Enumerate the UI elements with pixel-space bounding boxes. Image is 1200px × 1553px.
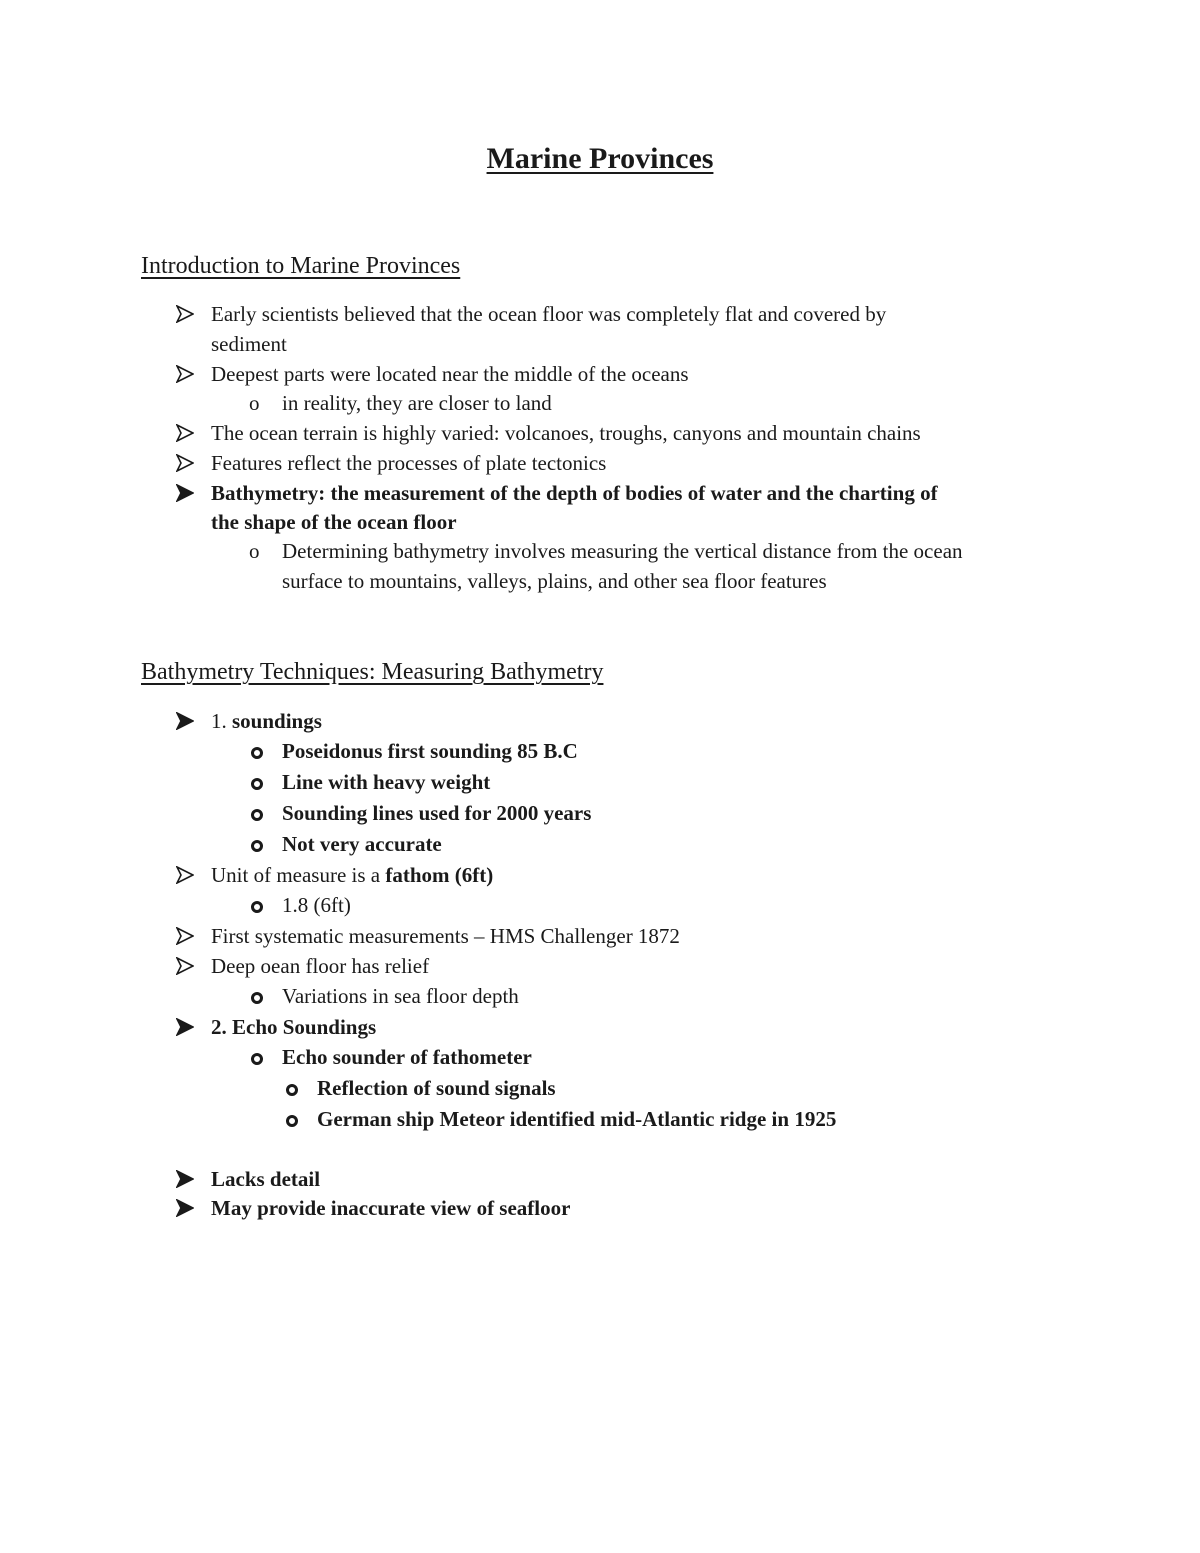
arrowhead-bullet-icon [176,418,198,448]
section-heading-bathymetry-techniques: Bathymetry Techniques: Measuring Bathymetry [141,659,604,685]
sub-list-item: 1.8 (6ft) [282,893,351,917]
sub-bullet-marker: o [249,391,260,415]
ring-bullet-icon [249,1042,265,1072]
sub-sub-list-item: German ship Meteor identified mid-Atlantic ridge in 1925 [317,1107,837,1131]
sub-sub-list-item: Reflection of sound signals [317,1076,556,1100]
ring-bullet-icon [249,890,265,920]
list-item-bold: May provide inaccurate view of seafloor [211,1196,571,1220]
list-item-continuation: sediment [211,332,287,356]
arrowhead-bullet-icon [176,921,198,951]
ring-bullet-icon [249,829,265,859]
item-bold-text: fathom (6ft) [385,863,494,887]
arrowhead-bullet-icon [176,478,198,508]
item-number: 1. [211,709,232,733]
list-item-bold: 2. Echo Soundings [211,1015,377,1039]
ring-bullet-icon [249,767,265,797]
list-item-bold: Lacks detail [211,1167,321,1191]
arrowhead-bullet-icon [176,1012,198,1042]
sub-list-item-continuation: surface to mountains, valleys, plains, and other sea floor features [282,569,827,593]
section-heading-introduction: Introduction to Marine Provinces [141,253,461,279]
arrowhead-bullet-icon [176,951,198,981]
arrowhead-bullet-icon [176,1164,198,1194]
list-item [211,706,322,736]
arrowhead-bullet-icon [176,448,198,478]
item-text: Unit of measure is a [211,863,386,887]
sub-bullet-marker: o [249,539,260,563]
sub-list-item: Not very accurate [282,832,442,856]
list-item: First systematic measurements – HMS Challenger 1872 [211,924,680,948]
sub-list-item: Echo sounder of fathometer [282,1045,532,1069]
list-item: Deepest parts were located near the middle of the oceans [211,362,689,386]
list-item: Early scientists believed that the ocean floor was completely flat and covered by [211,302,887,326]
arrowhead-bullet-icon [176,860,198,890]
sub-list-item: Sounding lines used for 2000 years [282,801,592,825]
ring-bullet-icon [249,736,265,766]
ring-bullet-icon [284,1104,300,1134]
sub-list-item: Determining bathymetry involves measuring the vertical distance from the ocean [282,539,963,563]
list-item-bold: Bathymetry: the measurement of the depth of bodies of water and the charting of [211,481,938,505]
list-item: Deep oean floor has relief [211,954,430,978]
page-title: Marine Provinces [486,142,714,175]
list-item [211,860,493,890]
list-item: Features reflect the processes of plate tectonics [211,451,607,475]
arrowhead-bullet-icon [176,359,198,389]
sub-list-item: Variations in sea floor depth [282,984,519,1008]
arrowhead-bullet-icon [176,706,198,736]
item-bold-text: soundings [232,709,322,733]
sub-list-item: Poseidonus first sounding 85 B.C [282,739,578,763]
list-item: The ocean terrain is highly varied: volcanoes, troughs, canyons and mountain chains [211,421,921,445]
sub-list-item: Line with heavy weight [282,770,491,794]
ring-bullet-icon [249,981,265,1011]
ring-bullet-icon [284,1073,300,1103]
ring-bullet-icon [249,798,265,828]
arrowhead-bullet-icon [176,1193,198,1223]
list-item-continuation: the shape of the ocean floor [211,510,457,534]
arrowhead-bullet-icon [176,299,198,329]
sub-list-item: in reality, they are closer to land [282,391,552,415]
